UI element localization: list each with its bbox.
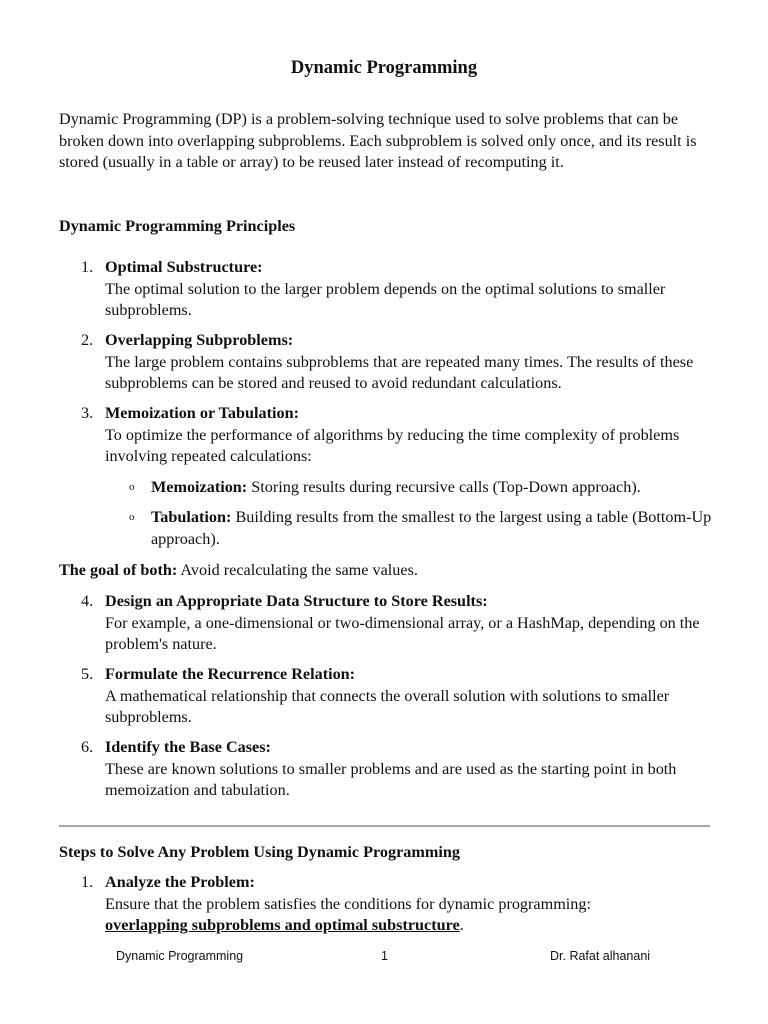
sub-item-memoization xyxy=(105,477,715,499)
goal-label: The goal of both: xyxy=(59,561,178,579)
principle-label: Memoization or Tabulation: xyxy=(105,404,299,422)
page-title: Dynamic Programming xyxy=(290,58,478,78)
list-number: 6. xyxy=(81,738,94,756)
step-label: Analyze the Problem: xyxy=(105,873,255,891)
principle-text: To optimize the performance of algorithms by reducing the time complexity of problems involving repeated calculations: xyxy=(105,425,680,465)
list-number: 1. xyxy=(81,873,94,891)
principle-item-1 xyxy=(59,257,715,322)
list-number: 5. xyxy=(81,665,94,683)
bullet-icon: o xyxy=(129,481,135,493)
list-number: 4. xyxy=(81,592,94,610)
list-number: 3. xyxy=(81,404,94,422)
principle-item-4 xyxy=(59,591,715,656)
step-text: Ensure that the problem satisfies the conditions for dynamic programming: xyxy=(105,894,591,913)
principle-label: Identify the Base Cases: xyxy=(105,738,271,756)
goal-line xyxy=(59,560,715,582)
step-tail: . xyxy=(459,916,464,934)
footer-author: Dr. Rafat alhanani xyxy=(550,949,651,963)
principle-text: These are known solutions to smaller problems and are used as the starting point in both memoization and tabulation. xyxy=(105,759,677,799)
principle-label: Overlapping Subproblems: xyxy=(105,331,294,349)
principle-text: The optimal solution to the larger problem depends on the optimal solutions to smaller subproblems. xyxy=(105,279,666,319)
principle-item-3 xyxy=(59,403,715,468)
section-divider xyxy=(59,825,710,827)
principle-label: Design an Appropriate Data Structure to Store Results: xyxy=(105,592,488,610)
principle-text: For example, a one-dimensional or two-dimensional array, or a HashMap, depending on the problem's nature. xyxy=(105,613,700,653)
principle-text: The large problem contains subproblems that are repeated many times. The results of these subproblems can be stored and reused to avoid redundant calculations. xyxy=(105,352,694,392)
sub-item-tabulation xyxy=(105,507,715,550)
principle-label: Optimal Substructure: xyxy=(105,258,263,276)
principle-item-2 xyxy=(59,330,715,395)
sub-item-text: Building results from the smallest to the largest using a table (Bottom-Up approach). xyxy=(151,508,712,548)
principle-text: A mathematical relationship that connects the overall solution with solutions to smaller subproblems. xyxy=(105,686,670,726)
footer-left: Dynamic Programming xyxy=(116,949,244,963)
sub-item-text: Storing results during recursive calls (Top-Down approach). xyxy=(247,478,641,496)
principle-label: Formulate the Recurrence Relation: xyxy=(105,665,356,683)
footer-page-number: 1 xyxy=(381,949,388,963)
steps-heading: Steps to Solve Any Problem Using Dynamic Programming xyxy=(59,843,460,861)
principle-item-5 xyxy=(59,664,715,729)
step-item-1 xyxy=(59,872,715,937)
step-emphasis: overlapping subproblems and optimal substructure xyxy=(105,916,460,934)
intro-paragraph: Dynamic Programming (DP) is a problem-solving technique used to solve problems that can be broken down into overlapping subproblems. Each subproblem is solved only once, and its result is stored (usually in a table or array) to be reused later instead of recomputing it. xyxy=(59,110,697,171)
sub-item-label: Tabulation: xyxy=(151,508,232,526)
sub-item-label: Memoization: xyxy=(151,478,248,496)
principles-heading: Dynamic Programming Principles xyxy=(59,217,296,235)
principle-item-6 xyxy=(59,737,715,802)
list-number: 2. xyxy=(81,331,94,349)
bullet-icon: o xyxy=(129,511,135,523)
goal-text: Avoid recalculating the same values. xyxy=(177,561,418,579)
list-number: 1. xyxy=(81,258,94,276)
